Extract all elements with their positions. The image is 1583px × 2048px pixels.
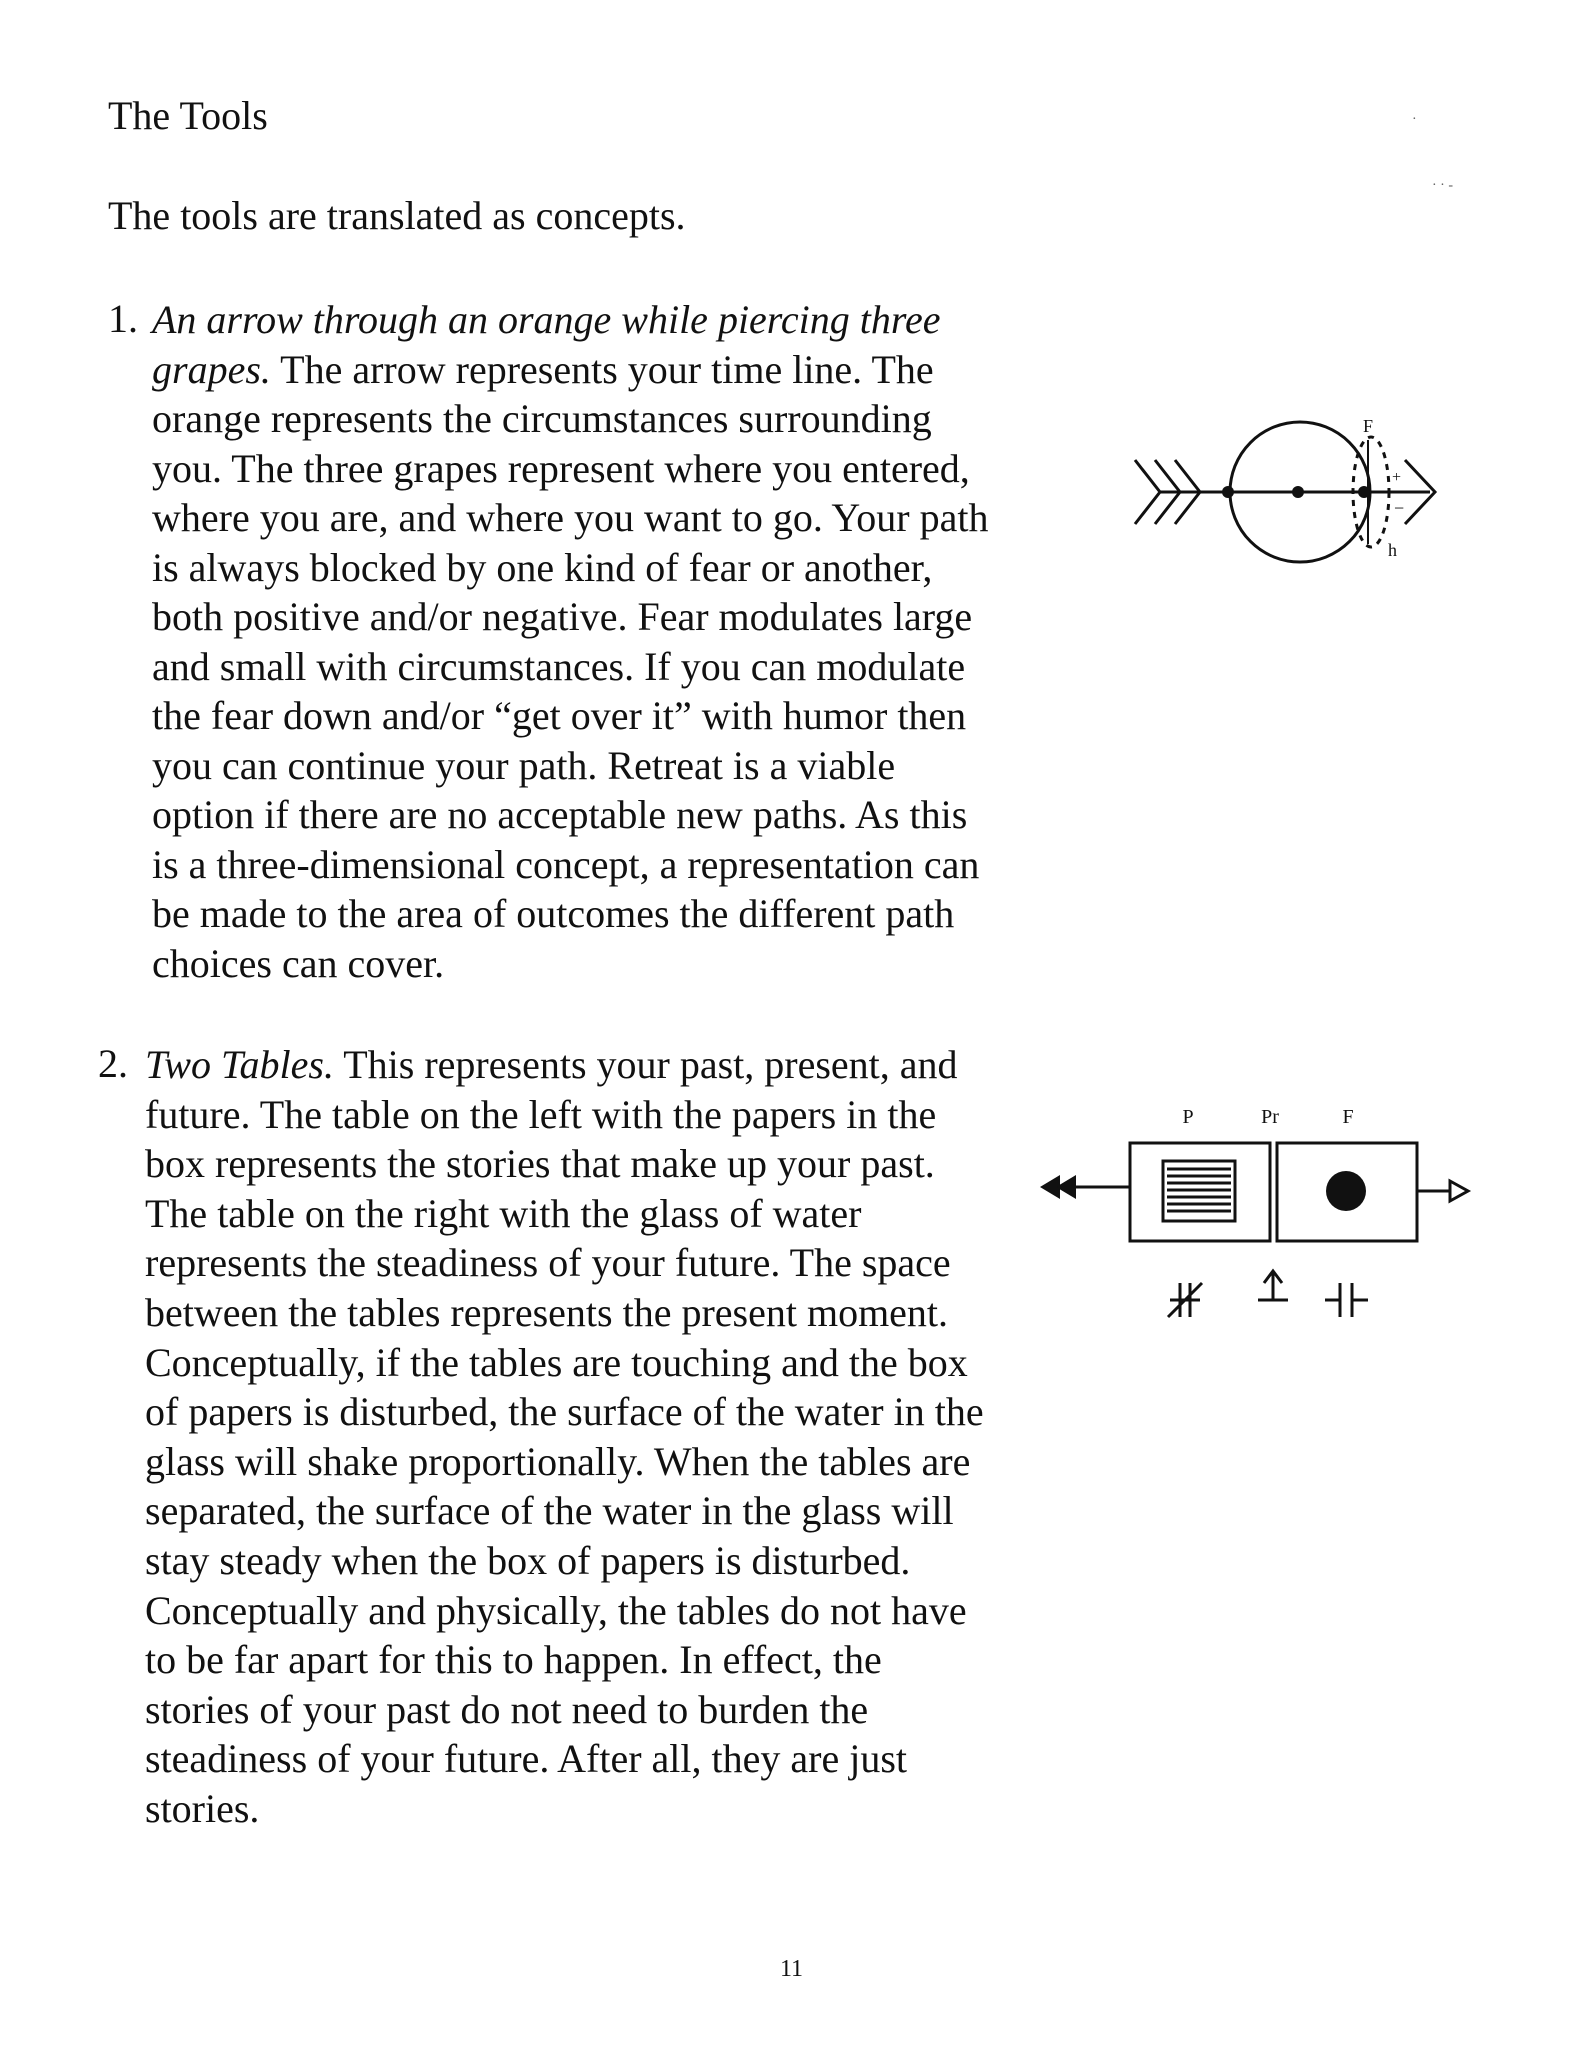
touching-symbol [1168, 1283, 1202, 1317]
text-line: choices can cover. [152, 940, 445, 986]
fletching-chevron [1135, 460, 1160, 524]
text-line: separated, the surface of the water in the glass will [145, 1488, 954, 1534]
item-1-paragraph [152, 295, 1092, 988]
intro-paragraph: The tools are translated as concepts. [108, 193, 686, 238]
text-line: orange represents the circumstances surrounding [152, 396, 932, 441]
text-line: stories of your past do not need to burden the [145, 1686, 869, 1732]
text-line: of papers is disturbed, the surface of the water in the [145, 1389, 984, 1435]
text-line: represents the steadiness of your future. The space [145, 1240, 951, 1286]
past-table [1130, 1143, 1270, 1241]
item-1-number: 1. [108, 296, 138, 341]
item-2-paragraph [145, 1040, 1095, 1834]
text-line: Conceptually and physically, the tables do not have [145, 1587, 967, 1633]
diagram-label-h: h [1388, 540, 1397, 560]
text-line: you. The three grapes represent where you entered, [152, 445, 970, 491]
section-heading: The Tools [108, 93, 268, 138]
diagram-label-minus: − [1394, 498, 1405, 518]
text-line: between the tables represents the present moment. [145, 1289, 949, 1335]
diagram-label-p: P [1182, 1106, 1194, 1128]
text-line: steadiness of your future. After all, they are just [145, 1736, 907, 1782]
diagram-label-pr: Pr [1261, 1106, 1279, 1128]
text-line: the fear down and/or “get over it” with humor then [152, 693, 967, 738]
text-line: is always blocked by one kind of fear or another, [152, 544, 933, 590]
text-line: to be far apart for this to happen. In effect, the [145, 1637, 882, 1683]
scan-artifact: · [1412, 112, 1417, 127]
text-line: stories. [145, 1785, 260, 1831]
text-line: stay steady when the box of papers is disturbed. [145, 1537, 911, 1583]
text-line: The table on the right with the glass of water [145, 1190, 862, 1236]
text-line: An arrow through an orange while piercing three [152, 297, 941, 342]
text-line: box represents the stories that make up your past. [145, 1141, 935, 1187]
diagram-label-plus: + [1392, 469, 1402, 486]
text-line: Conceptually, if the tables are touching and the box [145, 1339, 968, 1385]
future-arrow-head [1450, 1181, 1468, 1201]
text-line: and small with circumstances. If you can modulate [152, 643, 966, 689]
text-line: you can continue your path. Retreat is a viable [152, 742, 896, 788]
page-number: 11 [779, 1956, 804, 1982]
two-tables-diagram [1030, 1095, 1480, 1345]
grape-dot [1222, 486, 1234, 498]
diagram-label-f: F [1362, 416, 1374, 436]
item-2-number: 2. [98, 1041, 128, 1086]
text-line: future. The table on the left with the papers in the [145, 1091, 937, 1137]
grape-dot [1292, 486, 1304, 498]
text-line: is a three-dimensional concept, a representation can [152, 841, 980, 887]
text-line: be made to the area of outcomes the different path [152, 891, 955, 936]
present-arrow-symbol [1258, 1271, 1288, 1300]
water-glass-dot [1326, 1171, 1366, 1211]
text-line: glass will shake proportionally. When the tables are [145, 1438, 971, 1484]
scan-artifact: · · - [1432, 178, 1453, 193]
separated-symbol [1325, 1283, 1368, 1317]
text-line: grapes. The arrow represents your time line. The [152, 346, 934, 392]
arrow-orange-grapes-diagram [1120, 410, 1450, 580]
text-line: option if there are no acceptable new paths. As this [152, 792, 968, 837]
text-line: Two Tables. This represents your past, present, and [145, 1042, 958, 1087]
text-line: both positive and/or negative. Fear modulates large [152, 594, 973, 639]
diagram-label-f: F [1342, 1106, 1354, 1128]
text-line: where you are, and where you want to go. Your path [152, 495, 989, 540]
